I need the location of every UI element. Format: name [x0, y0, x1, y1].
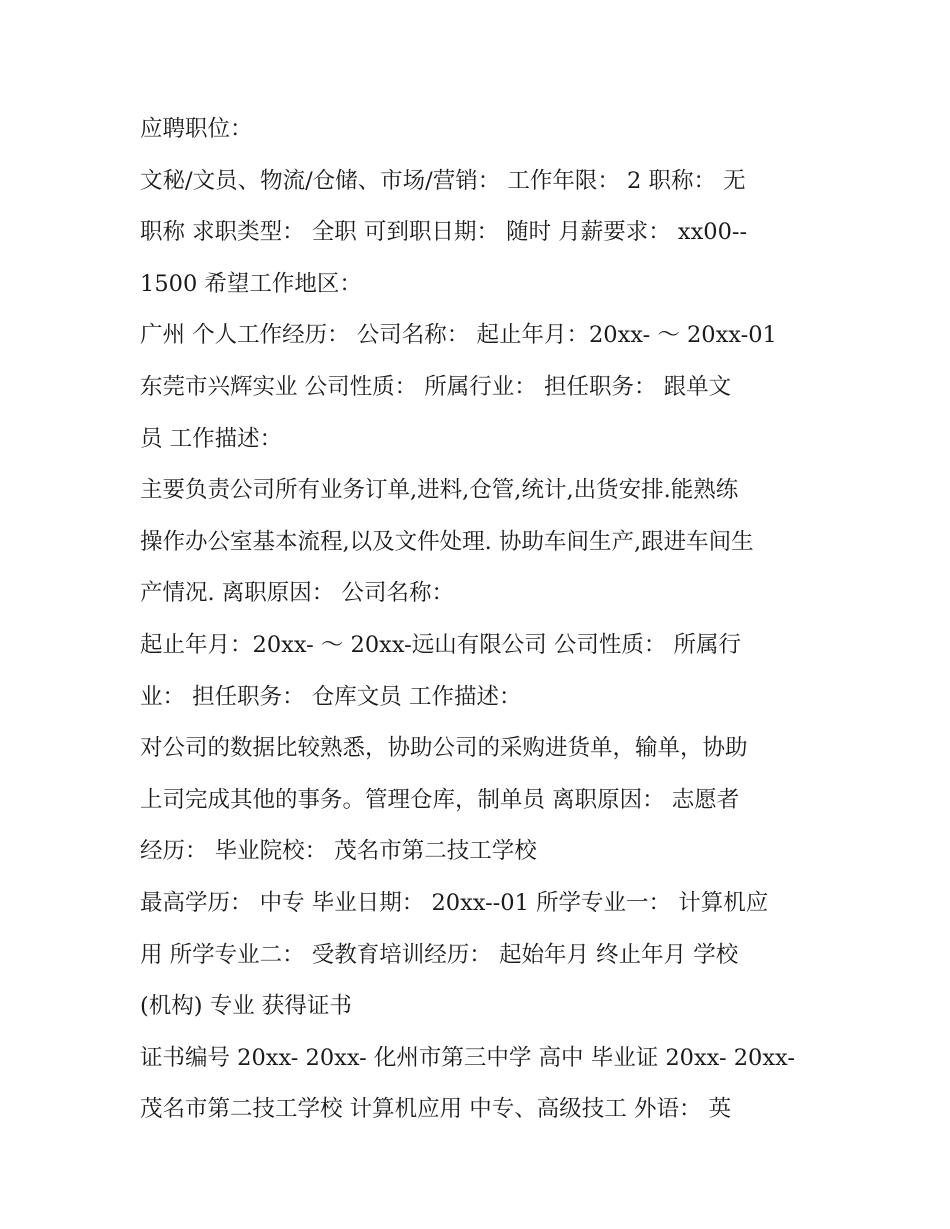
text-line: (机构) 专业 获得证书	[140, 993, 352, 1020]
text-line: 对公司的数据比较熟悉，协助公司的采购进货单，输单，协助	[140, 735, 748, 762]
text-line: 文秘/文员、物流/仓储、市场/营销： 工作年限： 2 职称： 无	[140, 167, 746, 194]
text-line: 1500 希望工作地区：	[140, 270, 362, 297]
text-line: 应聘职位：	[140, 116, 253, 142]
text-line: 证书编号 20xx- 20xx- 化州市第三中学 高中 毕业证 20xx- 20xx-	[140, 1044, 795, 1071]
text-line: 产情况. 离职原因： 公司名称：	[140, 580, 454, 607]
text-line: 员 工作描述：	[140, 425, 283, 452]
text-line: 最高学历： 中专 毕业日期： 20xx--01 所学专业一： 计算机应	[140, 889, 769, 916]
text-line: 主要负责公司所有业务订单,进料,仓管,统计,出货安排.能熟练	[140, 477, 739, 504]
text-line: 用 所学专业二： 受教育培训经历： 起始年月 终止年月 学校	[140, 941, 739, 968]
text-line: 广州 个人工作经历： 公司名称： 起止年月：20xx- ～ 20xx-01	[140, 322, 777, 349]
text-line: 东莞市兴辉实业 公司性质： 所属行业： 担任职务： 跟单文	[140, 373, 732, 400]
text-line: 茂名市第二技工学校 计算机应用 中专、高级技工 外语： 英	[140, 1096, 732, 1123]
resume-text-body	[140, 104, 820, 1136]
text-line: 业： 担任职务： 仓库文员 工作描述：	[140, 683, 522, 710]
text-line: 操作办公室基本流程,以及文件处理. 协助车间生产,跟进车间生	[140, 528, 754, 555]
text-line: 职称 求职类型： 全职 可到职日期： 随时 月薪要求： xx00--	[140, 219, 748, 246]
text-line: 经历： 毕业院校： 茂名市第二技工学校	[140, 838, 537, 865]
text-line: 上司完成其他的事务。管理仓库，制单员 离职原因： 志愿者	[140, 786, 740, 813]
text-line: 起止年月：20xx- ～ 20xx-远山有限公司 公司性质： 所属行	[140, 631, 742, 658]
